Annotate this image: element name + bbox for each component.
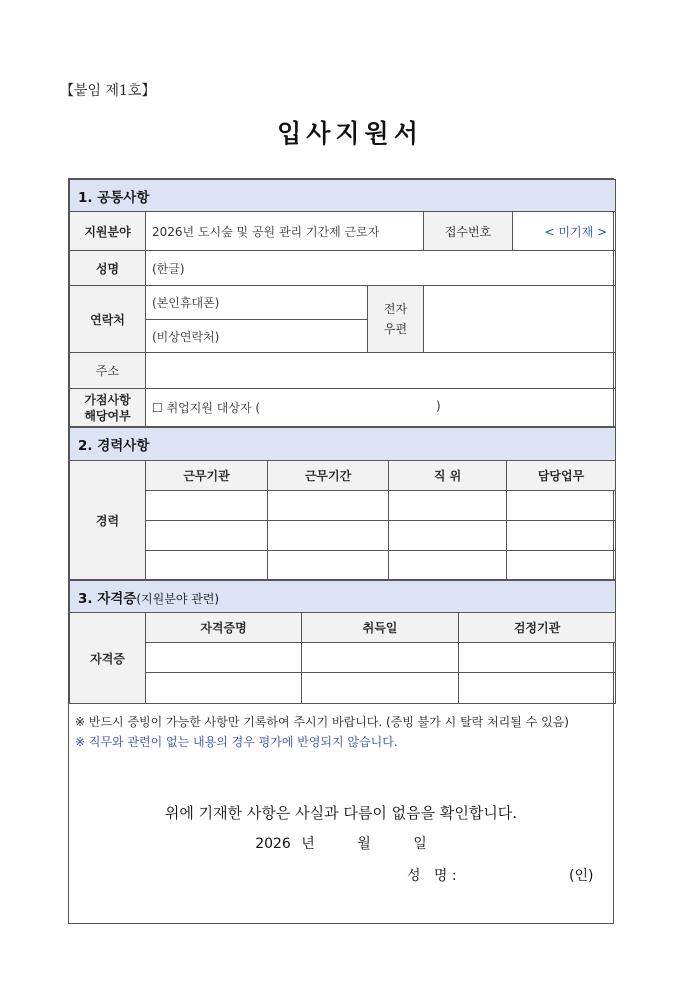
certificate-table <box>69 580 616 704</box>
table-row <box>70 521 616 551</box>
cert-cell[interactable] <box>302 673 459 704</box>
bonus-text: 취업지원 대상자 ( <box>166 401 261 415</box>
date-month-unit: 월 <box>357 836 371 852</box>
page-title: 입사지원서 <box>277 119 423 148</box>
checkbox-icon[interactable]: ☐ <box>152 401 163 415</box>
mobile-field[interactable]: (본인휴대폰) <box>146 286 368 320</box>
date-year-unit: 년 <box>301 836 315 852</box>
name-label: 성명 <box>70 251 146 286</box>
cert-col-issuer: 검정기관 <box>459 613 616 643</box>
cert-col-date: 취득일 <box>302 613 459 643</box>
bonus-close-paren: ) <box>436 399 441 413</box>
career-table <box>69 427 616 580</box>
email-label-line2: 우편 <box>383 322 408 336</box>
attachment-label: 【붙임 제1호】 <box>60 83 156 99</box>
field-label: 지원분야 <box>70 212 146 251</box>
career-cell[interactable] <box>268 551 389 580</box>
contact-label: 연락처 <box>70 286 146 353</box>
career-col-position: 직 위 <box>389 461 507 491</box>
cert-cell[interactable] <box>302 643 459 673</box>
email-label-line1: 전자 <box>383 302 408 316</box>
notes-and-signature <box>69 704 613 923</box>
table-row <box>70 673 616 704</box>
common-info-table <box>69 179 616 427</box>
cert-cell[interactable] <box>146 643 302 673</box>
emergency-contact-field[interactable]: (비상연락처) <box>146 320 368 353</box>
career-cell[interactable] <box>146 521 268 551</box>
cert-cell[interactable] <box>459 673 616 704</box>
certificate-label: 자격증 <box>70 613 146 704</box>
bonus-field <box>146 389 616 427</box>
career-label: 경력 <box>70 461 146 580</box>
receipt-value: < 미기재 > <box>513 212 616 251</box>
bonus-label-line2: 해당여부 <box>84 408 131 423</box>
field-value[interactable]: 2026년 도시숲 및 공원 관리 기간제 근로자 <box>146 212 424 251</box>
date-line <box>75 833 607 853</box>
career-col-period: 근무기간 <box>268 461 389 491</box>
bonus-label-line1: 가점사항 <box>84 392 131 407</box>
name-field[interactable]: (한글) <box>146 251 616 286</box>
email-field[interactable] <box>424 286 616 353</box>
career-cell[interactable] <box>389 551 507 580</box>
certificate-heading-sub: (지원분야 관련) <box>136 591 220 606</box>
note-relevance: ※ 직무와 관련이 없는 내용의 경우 평가에 반영되지 않습니다. <box>75 735 398 749</box>
date-day-unit: 일 <box>413 836 427 852</box>
career-cell[interactable] <box>268 491 389 521</box>
bonus-label <box>70 389 146 427</box>
address-label: 주소 <box>70 353 146 389</box>
career-cell[interactable] <box>268 521 389 551</box>
career-cell[interactable] <box>389 491 507 521</box>
table-row <box>70 551 616 580</box>
cert-cell[interactable] <box>146 673 302 704</box>
career-cell[interactable] <box>507 551 616 580</box>
table-row <box>70 643 616 673</box>
confirmation-statement: 위에 기재한 사항은 사실과 다름이 없음을 확인합니다. <box>164 804 518 822</box>
section-heading-certificate <box>70 581 616 613</box>
career-col-duties: 담당업무 <box>507 461 616 491</box>
address-field[interactable] <box>146 353 616 389</box>
career-cell[interactable] <box>507 491 616 521</box>
section-heading-career: 2. 경력사항 <box>70 428 616 461</box>
career-cell[interactable] <box>146 551 268 580</box>
career-cell[interactable] <box>507 521 616 551</box>
signature-label: 성 명 : <box>407 868 457 884</box>
note-evidence: ※ 반드시 증빙이 가능한 사항만 기록하여 주시기 바랍니다. (증빙 불가 시 탈락 처리될 수 있음) <box>75 715 569 729</box>
cert-cell[interactable] <box>459 643 616 673</box>
application-form <box>68 178 614 924</box>
career-cell[interactable] <box>389 521 507 551</box>
section-heading-common: 1. 공통사항 <box>70 180 616 212</box>
receipt-label: 접수번호 <box>424 212 513 251</box>
certificate-heading: 3. 자격증 <box>78 590 137 607</box>
email-label <box>368 286 424 353</box>
career-col-org: 근무기관 <box>146 461 268 491</box>
table-row <box>70 491 616 521</box>
date-year: 2026 <box>255 836 291 852</box>
cert-col-name: 자격증명 <box>146 613 302 643</box>
career-cell[interactable] <box>146 491 268 521</box>
signature-line <box>75 865 607 885</box>
seal-mark: (인) <box>569 868 594 884</box>
